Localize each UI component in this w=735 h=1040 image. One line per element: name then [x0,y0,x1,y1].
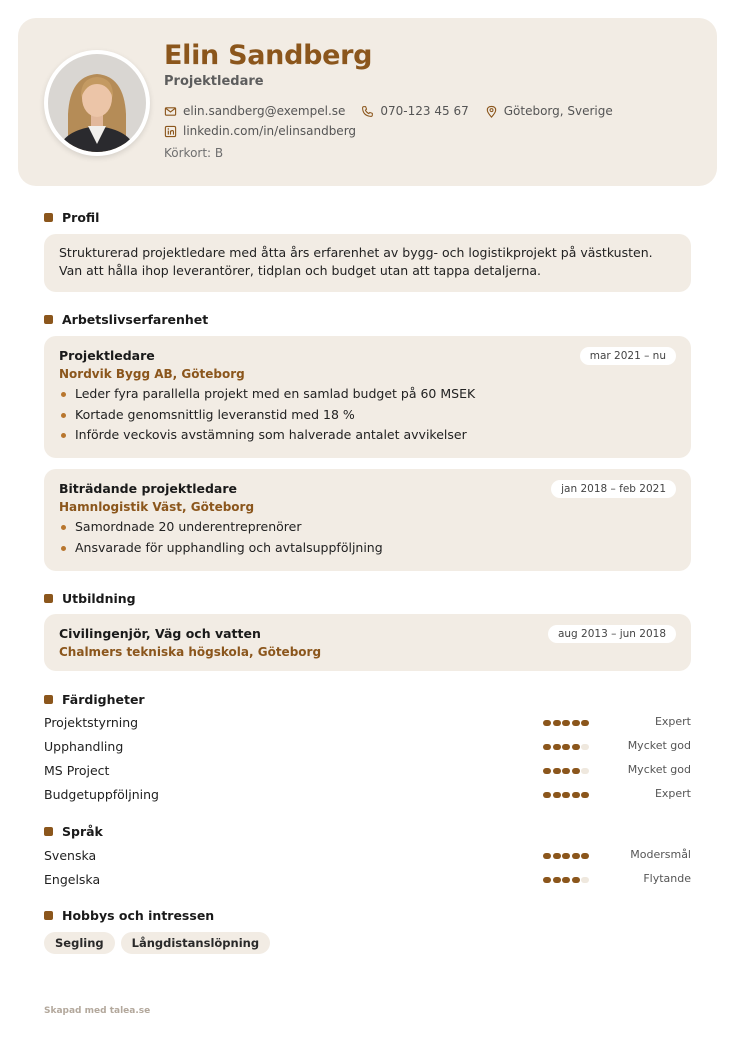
rating-dot-filled [562,768,570,774]
rating-dot-filled [572,720,580,726]
rating-dot-filled [562,853,570,859]
contact-location [485,104,613,118]
rating-dot-filled [553,877,561,883]
contact-linkedin[interactable] [164,124,356,138]
hobby-chip: Segling [44,932,115,954]
rating-dot-filled [543,768,551,774]
rating-dot-filled [543,792,551,798]
section-title-text: Utbildning [62,591,136,606]
skill-level: Mycket god [627,739,691,752]
degree-title: Civilingenjör, Väg och vatten [59,626,261,641]
section-title-text: Språk [62,824,103,839]
rating-dot-filled [562,877,570,883]
date-badge: mar 2021 – nu [580,347,676,365]
rating-dot-filled [562,720,570,726]
phone-icon [361,105,374,118]
job-title: Projektledare [59,348,155,363]
section-marker-icon [44,213,53,222]
rating-dot-filled [572,744,580,750]
list-item: Kortade genomsnittlig leveranstid med 18 % [59,407,475,428]
rating-dot-filled [553,792,561,798]
rating-dot-filled [572,768,580,774]
skill-row [44,787,691,805]
rating-dot-filled [581,720,589,726]
section-title-text: Arbetslivserfarenhet [62,312,209,327]
date-badge: aug 2013 – jun 2018 [548,625,676,643]
skill-name: Upphandling [44,739,124,754]
section-title-text: Profil [62,210,100,225]
rating-dot-filled [543,877,551,883]
contact-row [164,104,613,118]
section-title-hobbies [44,908,214,923]
experience-card [44,469,691,571]
rating-dot-filled [553,853,561,859]
school-name: Chalmers tekniska högskola, Göteborg [59,645,322,659]
rating-dot-filled [572,792,580,798]
section-marker-icon [44,594,53,603]
skill-row [44,715,691,733]
section-title-education [44,591,136,606]
date-badge: jan 2018 – feb 2021 [551,480,676,498]
mail-icon [164,105,177,118]
rating-dot-empty [581,877,589,883]
section-marker-icon [44,827,53,836]
map-pin-icon [485,105,498,118]
rating-dots [543,744,589,750]
skill-level: Expert [654,787,691,800]
rating-dot-filled [562,744,570,750]
rating-dots [543,792,589,798]
rating-dot-filled [543,720,551,726]
contact-phone[interactable] [361,104,468,118]
hobby-chip: Långdistanslöpning [121,932,270,954]
list-item: Införde veckovis avstämning som halverade antalet avvikelser [59,427,475,448]
rating-dot-filled [572,853,580,859]
skill-level: Expert [654,715,691,728]
list-item: Samordnade 20 underentreprenörer [59,519,383,540]
location-text: Göteborg, Sverige [503,104,613,118]
footer-credit[interactable]: Skapad med talea.se [44,1006,151,1016]
linkedin-text: linkedin.com/in/elinsandberg [183,124,357,138]
job-bullets [59,519,383,560]
job-title: Biträdande projektledare [59,481,237,496]
profile-photo [48,54,146,152]
job-employer: Nordvik Bygg AB, Göteborg [59,367,245,381]
drivers-license: Körkort: B [164,146,224,160]
contact-email[interactable] [164,104,345,118]
list-item: Leder fyra parallella projekt med en samlad budget på 60 MSEK [59,386,475,407]
rating-dot-filled [581,853,589,859]
job-employer: Hamnlogistik Väst, Göteborg [59,500,255,514]
rating-dots [543,720,589,726]
section-title-profile [44,210,99,225]
rating-dot-filled [543,853,551,859]
rating-dot-filled [581,792,589,798]
linkedin-icon [164,125,177,138]
rating-dot-empty [581,744,589,750]
contact-row-2 [164,124,356,138]
rating-dot-filled [562,792,570,798]
language-name: Engelska [44,872,101,887]
skill-name: Budgetuppföljning [44,787,159,802]
section-title-text: Hobbys och intressen [62,908,215,923]
list-item: Ansvarade för upphandling och avtalsuppföljning [59,540,383,561]
section-marker-icon [44,911,53,920]
profile-card [44,234,691,292]
language-level: Modersmål [630,848,691,861]
profile-summary: Strukturerad projektledare med åtta års erfarenhet av bygg- och logistikprojekt på västkusten. Van att hålla ihop leverantörer, tidplan och budget utan att tappa detaljerna. [59,245,653,278]
section-title-experience [44,312,208,327]
rating-dot-empty [581,768,589,774]
education-card [44,614,691,671]
language-level: Flytande [643,872,691,885]
rating-dots [543,768,589,774]
rating-dots [543,853,589,859]
rating-dots [543,877,589,883]
section-title-languages [44,824,103,839]
candidate-title: Projektledare [164,74,264,89]
section-marker-icon [44,315,53,324]
language-row [44,872,691,890]
resume-header [18,18,717,186]
rating-dot-filled [553,768,561,774]
rating-dot-filled [553,720,561,726]
section-marker-icon [44,695,53,704]
job-bullets [59,386,475,448]
language-row [44,848,691,866]
skill-level: Mycket god [627,763,691,776]
language-name: Svenska [44,848,97,863]
email-text: elin.sandberg@exempel.se [183,104,346,118]
rating-dot-filled [553,744,561,750]
rating-dot-filled [543,744,551,750]
section-title-text: Färdigheter [62,692,145,707]
skill-name: Projektstyrning [44,715,139,730]
hobby-chips [44,932,270,954]
avatar [44,50,150,156]
experience-card [44,336,691,458]
candidate-name: Elin Sandberg [164,40,373,71]
skill-row [44,763,691,781]
skill-name: MS Project [44,763,110,778]
skill-row [44,739,691,757]
rating-dot-filled [572,877,580,883]
section-title-skills [44,692,145,707]
phone-text: 070-123 45 67 [380,104,469,118]
